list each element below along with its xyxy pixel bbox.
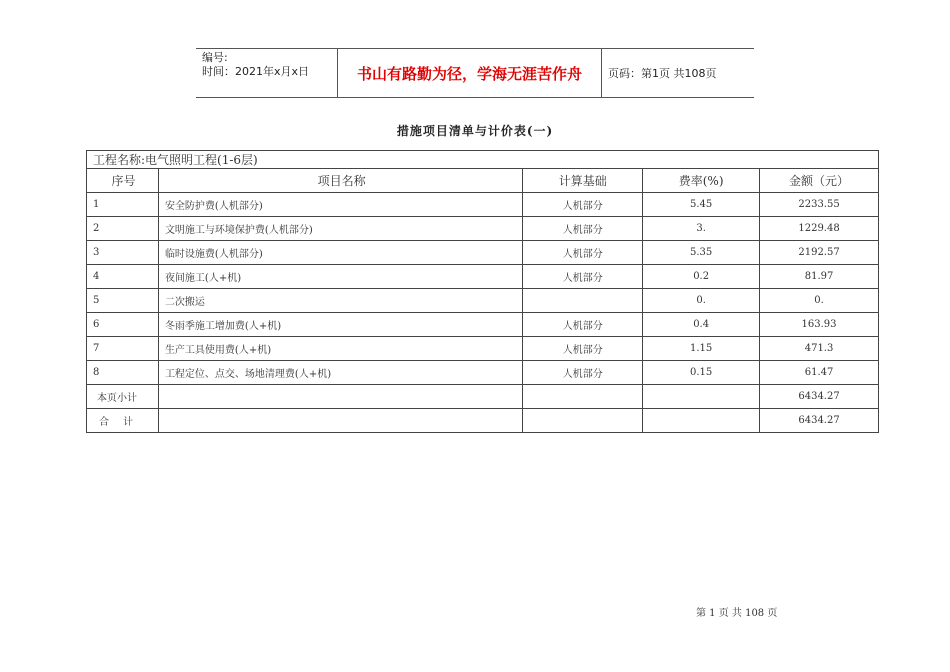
row-calc-base: 人机部分 xyxy=(523,241,643,265)
number-label: 编号: xyxy=(202,51,228,64)
row-item-name: 文明施工与环境保护费(人机部分) xyxy=(158,217,522,241)
row-item-name: 安全防护费(人机部分) xyxy=(158,193,522,217)
row-calc-base xyxy=(523,289,643,313)
row-item-name: 生产工具使用费(人+机) xyxy=(158,337,522,361)
total-name-cell xyxy=(158,409,522,433)
row-amount: 1229.48 xyxy=(760,217,879,241)
table-row xyxy=(87,217,879,241)
total-base-cell xyxy=(523,409,643,433)
table-row xyxy=(87,361,879,385)
col-header-name: 项目名称 xyxy=(158,169,522,193)
row-calc-base: 人机部分 xyxy=(523,361,643,385)
row-calc-base: 人机部分 xyxy=(523,265,643,289)
row-item-name: 临时设施费(人机部分) xyxy=(158,241,522,265)
footer-page-number: 第 1 页 共 108 页 xyxy=(696,608,778,619)
document-title: 措施项目清单与计价表(一) xyxy=(396,124,554,138)
row-rate: 0.15 xyxy=(643,361,760,385)
row-calc-base: 人机部分 xyxy=(523,313,643,337)
row-item-name: 二次搬运 xyxy=(158,289,522,313)
row-rate: 5.45 xyxy=(643,193,760,217)
col-header-base: 计算基础 xyxy=(523,169,643,193)
row-item-name: 工程定位、点交、场地清理费(人+机) xyxy=(158,361,522,385)
row-rate: 1.15 xyxy=(643,337,760,361)
subtotal-name-cell xyxy=(158,385,522,409)
time-label: 时间：2021年x月x日 xyxy=(202,65,310,78)
table-row xyxy=(87,337,879,361)
row-amount: 471.3 xyxy=(760,337,879,361)
row-index: 8 xyxy=(87,361,159,385)
table-row xyxy=(87,265,879,289)
row-rate: 0. xyxy=(643,289,760,313)
page-label: 页码：第1页 共108页 xyxy=(608,67,717,80)
row-rate: 0.2 xyxy=(643,265,760,289)
total-row xyxy=(87,409,879,433)
col-header-amount: 金额（元） xyxy=(760,169,879,193)
total-label: 合计 xyxy=(87,409,159,433)
motto-text: 书山有路勤为径，学海无涯苦作舟 xyxy=(338,49,602,97)
row-rate: 5.35 xyxy=(643,241,760,265)
row-rate: 3. xyxy=(643,217,760,241)
row-rate: 0.4 xyxy=(643,313,760,337)
table-row xyxy=(87,313,879,337)
row-calc-base: 人机部分 xyxy=(523,217,643,241)
project-name: 工程名称:电气照明工程(1-6层) xyxy=(87,151,879,169)
measures-table xyxy=(86,150,879,433)
subtotal-rate-cell xyxy=(643,385,760,409)
subtotal-amount: 6434.27 xyxy=(760,385,879,409)
subtotal-row xyxy=(87,385,879,409)
row-calc-base: 人机部分 xyxy=(523,337,643,361)
subtotal-base-cell xyxy=(523,385,643,409)
row-item-name: 冬雨季施工增加费(人+机) xyxy=(158,313,522,337)
row-index: 7 xyxy=(87,337,159,361)
row-index: 3 xyxy=(87,241,159,265)
row-index: 4 xyxy=(87,265,159,289)
col-header-rate: 费率(%) xyxy=(643,169,760,193)
subtotal-label: 本页小计 xyxy=(87,385,159,409)
document-header xyxy=(196,48,754,98)
row-index: 2 xyxy=(87,217,159,241)
table-body xyxy=(87,193,879,385)
row-amount: 2192.57 xyxy=(760,241,879,265)
row-item-name: 夜间施工(人+机) xyxy=(158,265,522,289)
row-amount: 0. xyxy=(760,289,879,313)
project-name-row xyxy=(87,151,879,169)
total-amount: 6434.27 xyxy=(760,409,879,433)
row-index: 6 xyxy=(87,313,159,337)
total-rate-cell xyxy=(643,409,760,433)
table-row xyxy=(87,289,879,313)
row-amount: 61.47 xyxy=(760,361,879,385)
row-amount: 163.93 xyxy=(760,313,879,337)
header-row xyxy=(87,169,879,193)
header-meta xyxy=(196,49,338,97)
row-index: 1 xyxy=(87,193,159,217)
row-index: 5 xyxy=(87,289,159,313)
row-calc-base: 人机部分 xyxy=(523,193,643,217)
row-amount: 2233.55 xyxy=(760,193,879,217)
table-row xyxy=(87,193,879,217)
table-row xyxy=(87,241,879,265)
col-header-index: 序号 xyxy=(87,169,159,193)
row-amount: 81.97 xyxy=(760,265,879,289)
